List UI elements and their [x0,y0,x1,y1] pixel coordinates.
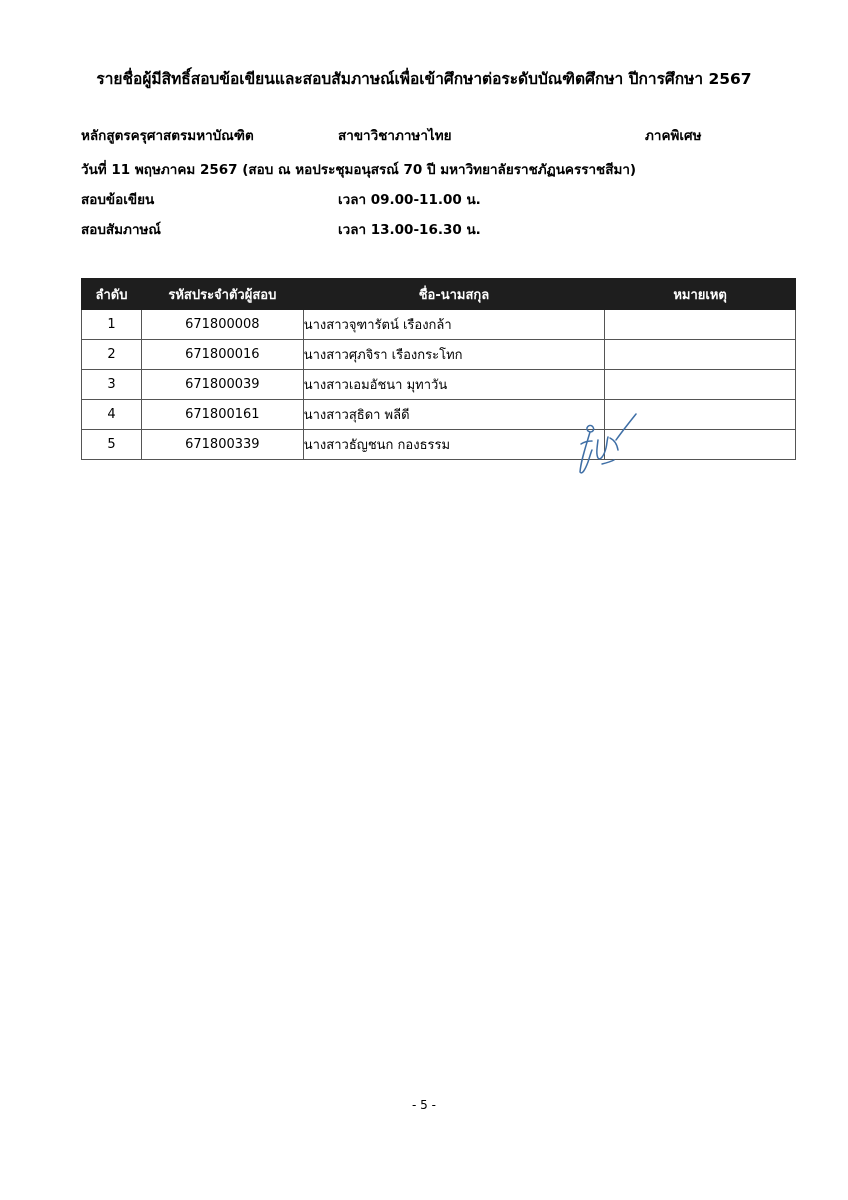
table-header-row [82,279,796,310]
header-order: ลำดับ [82,279,142,310]
course-name: หลักสูตรครุศาสตรมหาบัณฑิต [81,128,254,144]
row-full-name: นางสาวธัญชนก กองธรรม [303,430,604,460]
row-candidate-id: 671800008 [141,310,303,340]
interview-time: เวลา 13.00-16.30 น. [338,222,481,238]
exam-date-line: วันที่ 11 พฤษภาคม 2567 (สอบ ณ หอประชุมอนุสรณ์ 70 ปี มหาวิทยาลัยราชภัฏนครราชสีมา) [81,162,637,178]
row-full-name: นางสาวเอมอัชนา มุทาวัน [303,370,604,400]
row-candidate-id: 671800016 [141,340,303,370]
row-note [605,310,796,340]
row-candidate-id: 671800339 [141,430,303,460]
section-name: ภาคพิเศษ [645,128,702,144]
candidate-table [81,278,796,460]
header-candidate-id: รหัสประจำตัวผู้สอบ [141,279,303,310]
row-order: 1 [82,310,142,340]
document-title: รายชื่อผู้มีสิทธิ์สอบข้อเขียนและสอบสัมภาษณ์เพื่อเข้าศึกษาต่อระดับบัณฑิตศึกษา ปีการศึกษา 2567 [96,70,752,88]
interview-label: สอบสัมภาษณ์ [81,222,161,238]
row-order: 4 [82,400,142,430]
row-candidate-id: 671800161 [141,400,303,430]
row-full-name: นางสาวศุภจิรา เรืองกระโทก [303,340,604,370]
table-row [82,340,796,370]
signature-strokes [580,414,636,473]
row-candidate-id: 671800039 [141,370,303,400]
major-name: สาขาวิชาภาษาไทย [338,128,452,144]
table-row [82,400,796,430]
row-note [605,340,796,370]
table-row [82,310,796,340]
table-row [82,370,796,400]
table-row [82,430,796,460]
page-number: - 5 - [412,1098,436,1112]
handwritten-signature [572,404,644,484]
row-order: 3 [82,370,142,400]
row-full-name: นางสาวสุธิดา พลีดี [303,400,604,430]
row-order: 2 [82,340,142,370]
row-order: 5 [82,430,142,460]
header-full-name: ชื่อ-นามสกุล [303,279,604,310]
written-exam-time: เวลา 09.00-11.00 น. [338,192,481,208]
row-note [605,370,796,400]
written-exam-label: สอบข้อเขียน [81,192,155,208]
header-note: หมายเหตุ [605,279,796,310]
row-full-name: นางสาวจุฑารัตน์ เรืองกล้า [303,310,604,340]
